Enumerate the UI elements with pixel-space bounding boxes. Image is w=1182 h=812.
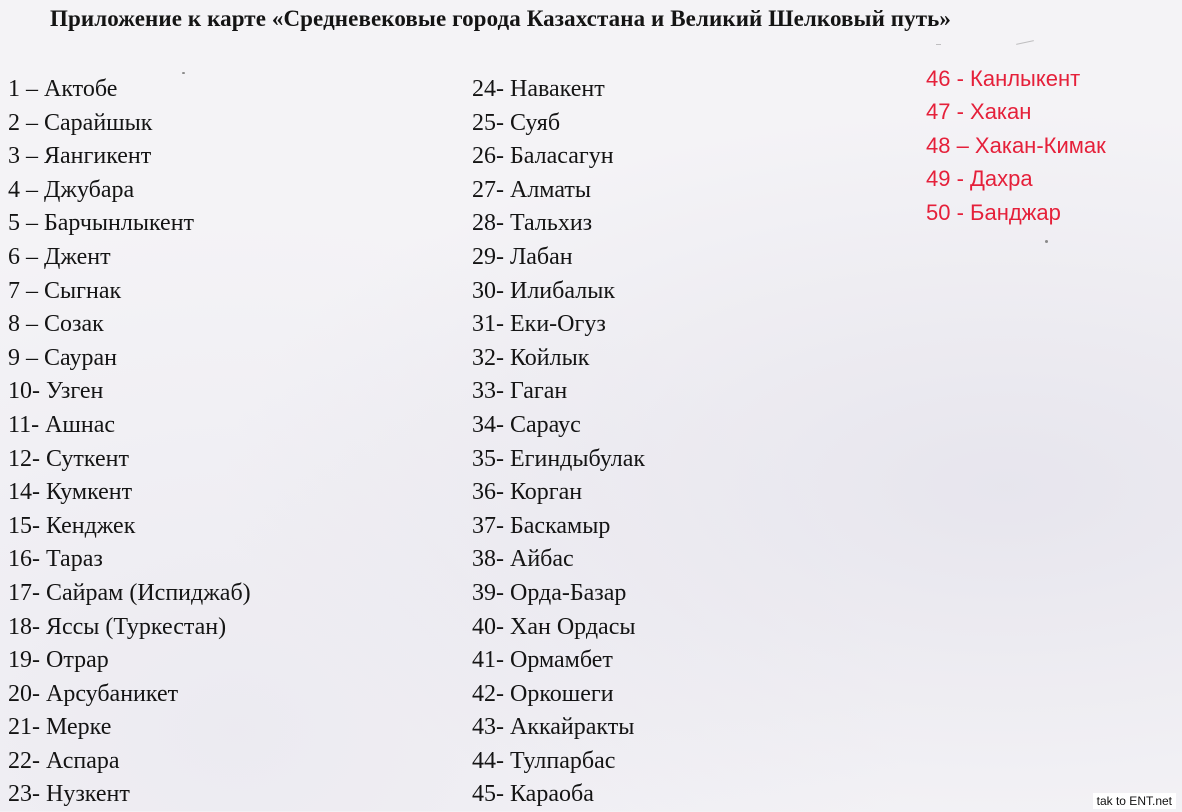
city-list-item: 48 – Хакан-Кимак <box>926 132 1106 158</box>
city-list-item: 22- Аспара <box>8 747 120 774</box>
city-list-item: 32- Койлык <box>472 344 590 371</box>
city-list-item: 26- Баласагун <box>472 143 614 170</box>
city-list-item: 3 – Яангикент <box>8 143 152 170</box>
city-list-item: 41- Ормамбет <box>472 647 613 674</box>
city-list-item: 28- Тальхиз <box>472 210 593 237</box>
city-list-item: 34- Сараус <box>472 411 581 438</box>
city-list-item: 4 – Джубара <box>8 176 135 203</box>
city-list-item: 30- Илибалык <box>472 277 615 304</box>
scan-speck <box>182 72 185 74</box>
city-list-item: 17- Сайрам (Испиджаб) <box>8 579 251 606</box>
city-list-item: 46 - Канлыкент <box>926 66 1081 91</box>
city-list-item: 20- Арсубаникет <box>8 680 179 707</box>
city-list-item: 14- Кумкент <box>8 479 133 506</box>
city-list-item: 25- Суяб <box>472 109 561 136</box>
city-list-item: 5 – Барчынлыкент <box>8 210 195 237</box>
city-list-item: 42- Оркошеги <box>472 680 614 707</box>
city-list-item: 9 – Сауран <box>8 344 117 371</box>
city-list-item: 38- Айбас <box>472 546 574 573</box>
city-list-item: 18- Яссы (Туркестан) <box>8 613 227 640</box>
city-list-item: 12- Суткент <box>8 445 129 472</box>
city-list-item: 27- Алматы <box>472 176 591 203</box>
city-list-item: 1 – Актобе <box>8 76 118 102</box>
city-list-item: 47 - Хакан <box>926 99 1032 125</box>
city-list-item: 40- Хан Ордасы <box>472 613 636 640</box>
city-list-column-3-highlighted <box>926 62 1106 229</box>
city-list-item: 45- Караоба <box>472 781 594 808</box>
city-list-item: 7 – Сыгнак <box>8 277 122 304</box>
city-list-item: 36- Корган <box>472 479 583 506</box>
city-list-item: 39- Орда-Базар <box>472 579 627 606</box>
city-list-item: 19- Отрар <box>8 647 109 674</box>
city-list-item: 21- Мерке <box>8 714 112 741</box>
city-list-column-2 <box>472 73 645 812</box>
page-title: Приложение к карте «Средневековые города Казахстана и Великий Шелковый путь» <box>50 6 951 31</box>
city-list-item: 35- Егиндыбулак <box>472 445 646 472</box>
city-list-column-1 <box>8 73 251 812</box>
city-list-item: 6 – Джент <box>8 243 111 270</box>
city-list-item: 8 – Созак <box>8 311 104 338</box>
city-list-item: 24- Навакент <box>472 76 605 102</box>
scan-speck <box>1045 240 1048 243</box>
city-list-item: 11- Ашнас <box>8 411 116 438</box>
scan-speck <box>936 44 941 45</box>
city-list-item: 49 - Дахра <box>926 166 1033 192</box>
city-list-item: 44- Тулпарбас <box>472 747 616 774</box>
city-list-item: 31- Еки-Огуз <box>472 311 606 338</box>
city-list-item: 33- Гаган <box>472 378 568 405</box>
city-list-item: 23- Нузкент <box>8 781 130 808</box>
city-list-item: 2 – Сарайшык <box>8 109 153 136</box>
city-list-item: 50 - Банджар <box>926 199 1061 225</box>
city-list-item: 29- Лабан <box>472 243 573 270</box>
city-list-item: 16- Тараз <box>8 546 103 573</box>
city-list-item: 15- Кенджек <box>8 512 136 539</box>
city-list-item: 10- Узген <box>8 378 104 405</box>
city-list-item: 37- Баскамыр <box>472 512 611 539</box>
scan-speck <box>1016 40 1034 45</box>
watermark: tak to ENT.net <box>1093 793 1176 809</box>
city-list-item: 43- Аккайракты <box>472 714 635 741</box>
